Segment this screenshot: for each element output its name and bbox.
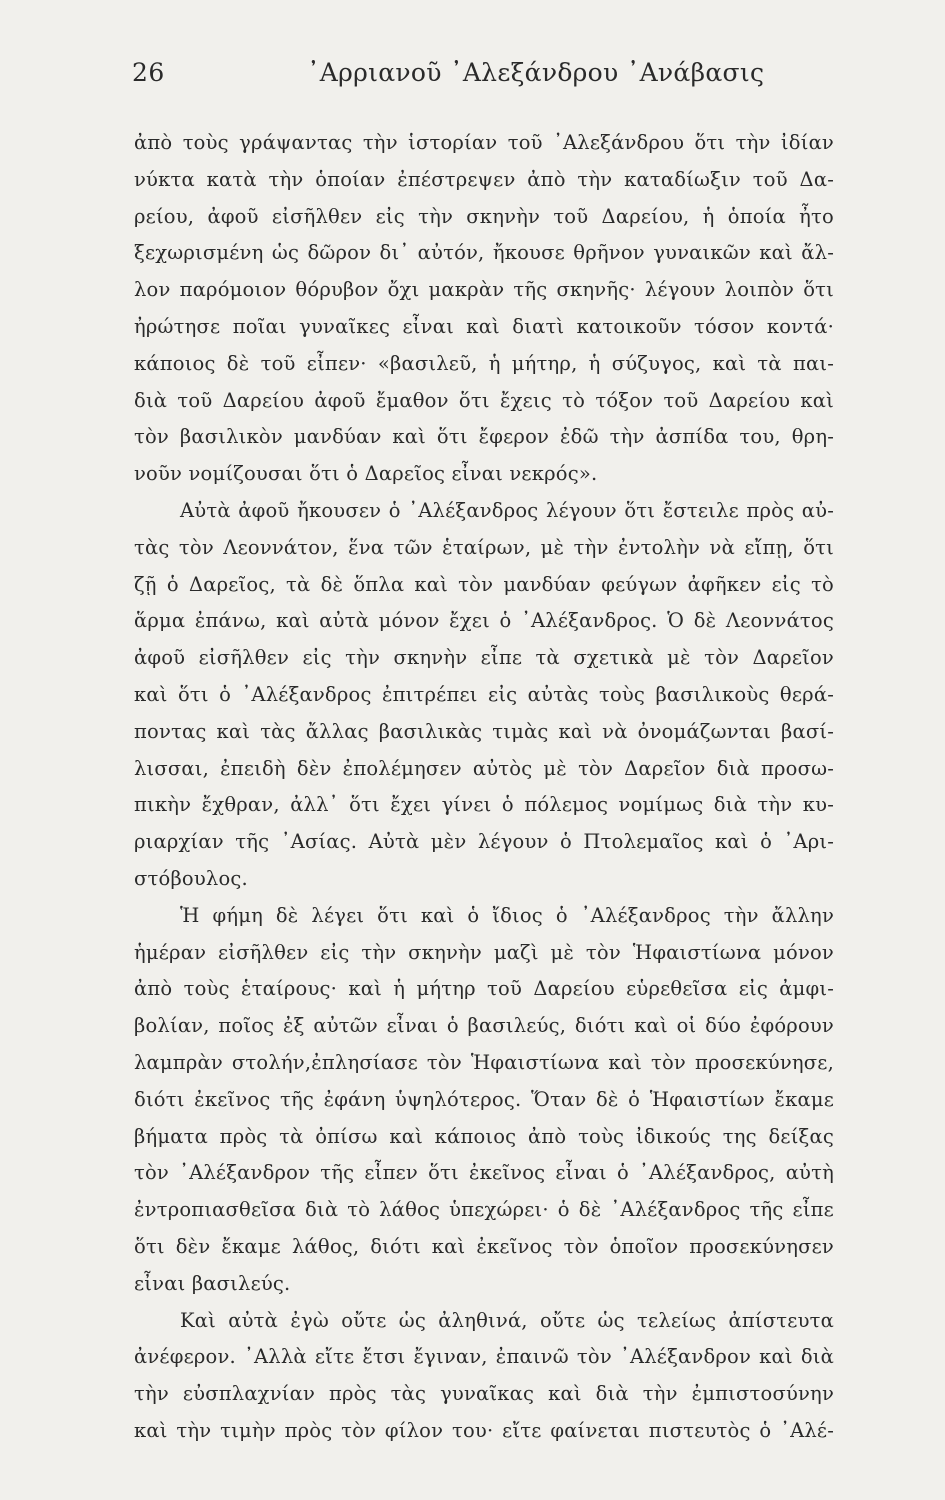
text-line: ὅτι δὲν ἔκαμε λάθος, διότι καὶ ἐκεῖνος τὸν ὁποῖον προσεκύνησεν	[134, 1234, 834, 1258]
text-line: καὶ ὅτι ὁ ᾿Αλέξανδρος ἐπιτρέπει εἰς αὐτὰς τοὺς βασιλικοὺς θερά-	[134, 682, 834, 706]
running-title: ᾿Αρριανοῦ ᾿Αλεξάνδρου ᾿Ανάβασις	[307, 58, 765, 87]
text-line: τὸν ᾿Αλέξανδρον τῆς εἶπεν ὅτι ἐκεῖνος εἶναι ὁ ᾿Αλέξανδρος, αὐτὴ	[134, 1161, 834, 1185]
text-line: διὰ τοῦ Δαρείου ἀφοῦ ἔμαθον ὅτι ἔχεις τὸ τόξον τοῦ Δαρείου καὶ	[134, 388, 834, 412]
text-line: ριαρχίαν τῆς ᾿Ασίας. Αὐτὰ μὲν λέγουν ὁ Πτολεμαῖος καὶ ὁ ᾿Αρι-	[134, 830, 834, 854]
text-line: νοῦν νομίζουσαι ὅτι ὁ Δαρεῖος εἶναι νεκρός».	[134, 462, 598, 486]
text-line: στόβουλος.	[134, 866, 248, 890]
text-line: ζῇ ὁ Δαρεῖος, τὰ δὲ ὅπλα καὶ τὸν μανδύαν φεύγων ἀφῆκεν εἰς τὸ	[134, 572, 834, 596]
page-number: 26	[132, 58, 165, 87]
text-line: ἀπὸ τοὺς ἑταίρους· καὶ ἡ μήτηρ τοῦ Δαρείου εὑρεθεῖσα εἰς ἀμφι-	[134, 977, 834, 1001]
paragraph	[134, 898, 834, 1303]
body-text	[134, 125, 834, 1450]
text-line: εἶναι βασιλεύς.	[134, 1271, 291, 1295]
text-line: τὴν εὐσπλαχνίαν πρὸς τὰς γυναῖκας καὶ διὰ τὴν ἐμπιστοσύνην	[134, 1382, 834, 1406]
text-line: κάποιος δὲ τοῦ εἶπεν· «βασιλεῦ, ἡ μήτηρ, ἡ σύζυγος, καὶ τὰ παι-	[134, 351, 834, 375]
paragraph	[134, 125, 834, 493]
text-line: ἐντροπιασθεῖσα διὰ τὸ λάθος ὑπεχώρει· ὁ δὲ ᾿Αλέξανδρος τῆς εἶπε	[134, 1198, 834, 1222]
text-line: τὸν βασιλικὸν μανδύαν καὶ ὅτι ἔφερον ἐδῶ τὴν ἀσπίδα του, θρη-	[134, 425, 834, 449]
text-line: λισσαι, ἐπειδὴ δὲν ἐπολέμησεν αὐτὸς μὲ τὸν Δαρεῖον διὰ προσω-	[134, 756, 834, 780]
text-line: ἅρμα ἐπάνω, καὶ αὐτὰ μόνον ἔχει ὁ ᾿Αλέξανδρος. Ὁ δὲ Λεοννάτος	[134, 609, 834, 633]
text-line: ρείου, ἀφοῦ εἰσῆλθεν εἰς τὴν σκηνὴν τοῦ Δαρείου, ἡ ὁποία ἦτο	[134, 204, 834, 228]
text-line: ποντας καὶ τὰς ἄλλας βασιλικὰς τιμὰς καὶ νὰ ὀνομάζωνται βασί-	[134, 719, 834, 743]
text-line: τὰς τὸν Λεοννάτον, ἕνα τῶν ἑταίρων, μὲ τὴν ἐντολὴν νὰ εἴπῃ, ὅτι	[134, 535, 834, 559]
text-line: ἠρώτησε ποῖαι γυναῖκες εἶναι καὶ διατὶ κατοικοῦν τόσον κοντά·	[134, 314, 834, 338]
text-line: βολίαν, ποῖος ἐξ αὐτῶν εἶναι ὁ βασιλεύς, διότι καὶ οἱ δύο ἐφόρουν	[134, 1014, 834, 1038]
text-line: ἀπὸ τοὺς γράψαντας τὴν ἱστορίαν τοῦ ᾿Αλεξάνδρου ὅτι τὴν ἰδίαν	[134, 131, 834, 154]
text-line: Ἡ φήμη δὲ λέγει ὅτι καὶ ὁ ἴδιος ὁ ᾿Αλέξανδρος τὴν ἄλλην	[180, 903, 834, 927]
paragraph	[134, 1303, 834, 1450]
paragraph	[134, 493, 834, 898]
page-header	[132, 58, 832, 98]
text-line: Αὐτὰ ἀφοῦ ἤκουσεν ὁ ᾿Αλέξανδρος λέγουν ὅτι ἔστειλε πρὸς αὐ-	[180, 498, 834, 522]
text-line: πικὴν ἔχθραν, ἀλλ᾿ ὅτι ἔχει γίνει ὁ πόλεμος νομίμως διὰ τὴν κυ-	[134, 793, 834, 817]
text-line: διότι ἐκεῖνος τῆς ἐφάνη ὑψηλότερος. Ὅταν δὲ ὁ Ἡφαιστίων ἔκαμε	[134, 1087, 834, 1111]
text-line: ἡμέραν εἰσῆλθεν εἰς τὴν σκηνὴν μαζὶ μὲ τὸν Ἡφαιστίωνα μόνον	[134, 940, 834, 964]
text-line: καὶ τὴν τιμὴν πρὸς τὸν φίλον του· εἴτε φαίνεται πιστευτὸς ὁ ᾿Αλέ-	[134, 1418, 834, 1442]
text-line: Καὶ αὐτὰ ἐγὼ οὔτε ὡς ἀληθινά, οὔτε ὡς τελείως ἀπίστευτα	[180, 1308, 834, 1332]
text-line: βήματα πρὸς τὰ ὀπίσω καὶ κάποιος ἀπὸ τοὺς ἰδικούς της δείξας	[134, 1124, 834, 1148]
text-line: λον παρόμοιον θόρυβον ὄχι μακρὰν τῆς σκηνῆς· λέγουν λοιπὸν ὅτι	[134, 278, 834, 302]
text-line: ἀφοῦ εἰσῆλθεν εἰς τὴν σκηνὴν εἶπε τὰ σχετικὰ μὲ τὸν Δαρεῖον	[134, 646, 834, 670]
text-line: ἀνέφερον. ᾿Αλλὰ εἴτε ἔτσι ἔγιναν, ἐπαινῶ τὸν ᾿Αλέξανδρον καὶ διὰ	[134, 1345, 834, 1369]
text-line: νύκτα κατὰ τὴν ὁποίαν ἐπέστρεψεν ἀπὸ τὴν καταδίωξιν τοῦ Δα-	[134, 167, 834, 191]
text-line: λαμπρὰν στολήν,ἐπλησίασε τὸν Ἡφαιστίωνα καὶ τὸν προσεκύνησε,	[134, 1050, 834, 1074]
text-line: ξεχωρισμένη ὡς δῶρον δι᾿ αὐτόν, ἤκουσε θρῆνον γυναικῶν καὶ ἄλ-	[134, 241, 834, 265]
